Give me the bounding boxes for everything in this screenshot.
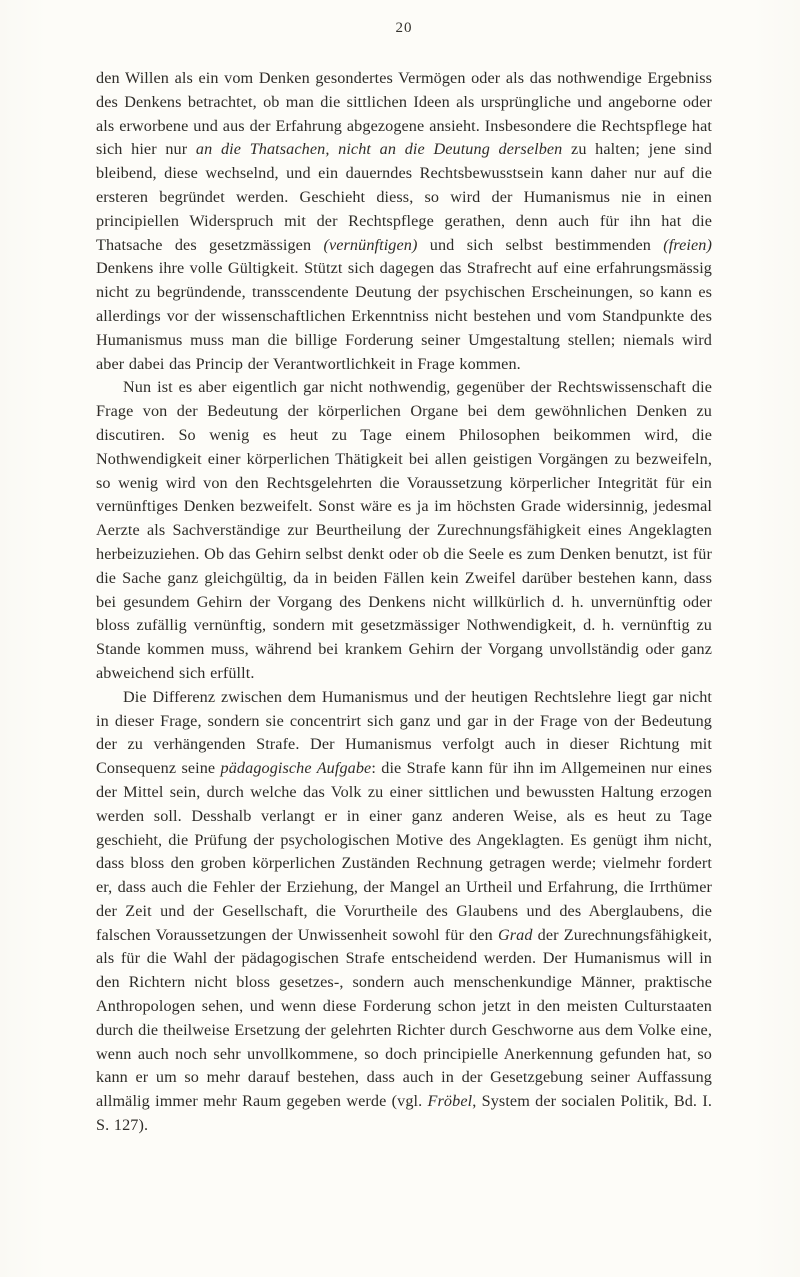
body-text: , System der socialen Politik, Bd. I. S. 127). xyxy=(96,1092,712,1135)
paragraph xyxy=(96,376,712,685)
paragraph xyxy=(96,67,712,376)
emphasized-text: Grad xyxy=(497,925,533,944)
body-text: den Willen als ein vom Denken gesondertes Vermögen oder als das nothwendige Ergebniss des Denkens betrachtet, ob man die sittlichen Ideen als ursprüngliche und angeborne oder als erworbene und aus der Erfahrung abgezogene ansieht. Insbesondere die Rechtspflege hat sich hier nur xyxy=(96,69,712,159)
emphasized-text: pädagogische Aufgabe xyxy=(220,759,372,778)
emphasized-text: (vernünftigen) xyxy=(323,235,418,254)
body-text: der Zurechnungsfähigkeit, als für die Wahl der pädagogischen Strafe entscheidend werden. Der Humanismus will in den Richtern nicht bloss gesetzes-, sondern auch menschenkundige Männer, praktische Anthropologen sehen, und wenn diese Forderung schon jetzt in den meisten Culturstaaten durch die theilweise Ersetzung der gelehrten Richter durch Geschworne aus dem Volke eine, wenn auch noch sehr unvollkommene, so doch principielle Anerkennung gefunden hat, so kann er um so mehr darauf bestehen, dass auch in der Gesetzgebung seiner Auffassung allmälig immer mehr Raum gegeben werde (vgl. xyxy=(96,925,712,1111)
body-text: Denkens ihre volle Gültigkeit. Stützt sich dagegen das Strafrecht auf eine erfahrungsmässig nicht zu begründende, transscendente Deutung der psychischen Erscheinungen, so kann es allerdings vor der wissenschaftlichen Erkenntniss nicht bestehen und vom Standpunkte des Humanismus muss man die billige Forderung seiner Umgestaltung stellen; niemals wird aber dabei das Princip der Verantwortlichkeit in Frage kommen. xyxy=(96,259,712,373)
body-text: zu halten; jene sind bleibend, diese wechselnd, und ein dauerndes Rechtsbewusstsein kann daher nur auf die ersteren begründet werden. Geschieht diess, so wird der Humanismus nie in einen principiellen Widerspruch mit der Rechtspflege gerathen, denn auch für ihn hat die Thatsache des gesetzmässigen xyxy=(96,140,713,254)
page-number: 20 xyxy=(395,20,413,36)
emphasized-text: (freien) xyxy=(663,235,712,254)
emphasized-text: Fröbel xyxy=(427,1092,473,1111)
text-block xyxy=(96,67,712,1138)
body-text: und sich selbst bestimmenden xyxy=(417,235,664,254)
body-text: Nun ist es aber eigentlich gar nicht nothwendig, gegenüber der Rechtswissenschaft die Frage von der Bedeutung der körperlichen Organe bei dem gewöhnlichen Denken zu discutiren. So wenig es heut zu Tage einem Philosophen beikommen wird, die Nothwendigkeit einer körperlichen Thätigkeit bei allen geistigen Vorgängen zu bezweifeln, so wenig wird von den Rechtsgelehrten die Voraussetzung körperlicher Integrität für ein vernünftiges Denken bezweifelt. Sonst wäre es ja im höchsten Grade widersinnig, jedesmal Aerzte als Sachverständige zur Beurtheilung der Zurechnungsfähigkeit eines Angeklagten herbeizuziehen. Ob das Gehirn selbst denkt oder ob die Seele es zum Denken benutzt, ist für die Sache ganz gleichgültig, da in beiden Fällen kein Zweifel darüber bestehen kann, dass bei gesundem Gehirn der Vorgang des Denkens nicht willkürlich d. h. unvernünftig oder bloss zufällig vernünftig, sondern mit gesetzmässiger Nothwendigkeit, d. h. vernünftig zu Stande kommen muss, während bei krankem Gehirn der Vorgang unvollständig oder ganz abweichend sich erfüllt. xyxy=(96,378,712,682)
emphasized-text: an die Thatsachen, nicht an die Deutung derselben xyxy=(195,140,563,159)
body-text: Die Differenz zwischen dem Humanismus und der heutigen Rechtslehre liegt gar nicht in dieser Frage, sondern sie concentrirt sich ganz und gar in der Frage von der Bedeutung der zu verhängenden Strafe. Der Humanismus verfolgt auch in dieser Richtung mit Consequenz seine xyxy=(96,687,712,778)
body-text: : die Strafe kann für ihn im Allgemeinen nur eines der Mittel sein, durch welche das Volk zu einer sittlichen und bewussten Haltung erzogen werden soll. Desshalb verlangt er in einer ganz anderen Weise, als es heut zu Tage geschieht, die Prüfung der psychologischen Motive des Angeklagten. Es genügt ihm nicht, dass bloss den groben körperlichen Zuständen Rechnung getragen werde; vielmehr fordert er, dass auch die Fehler der Erziehung, der Mangel an Urtheil und Erfahrung, die Irrthümer der Zeit und der Gesellschaft, die Vorurtheile des Glaubens und des Aberglaubens, die falschen Voraussetzungen der Unwissenheit sowohl für den xyxy=(96,759,712,944)
paragraph xyxy=(96,686,712,1138)
